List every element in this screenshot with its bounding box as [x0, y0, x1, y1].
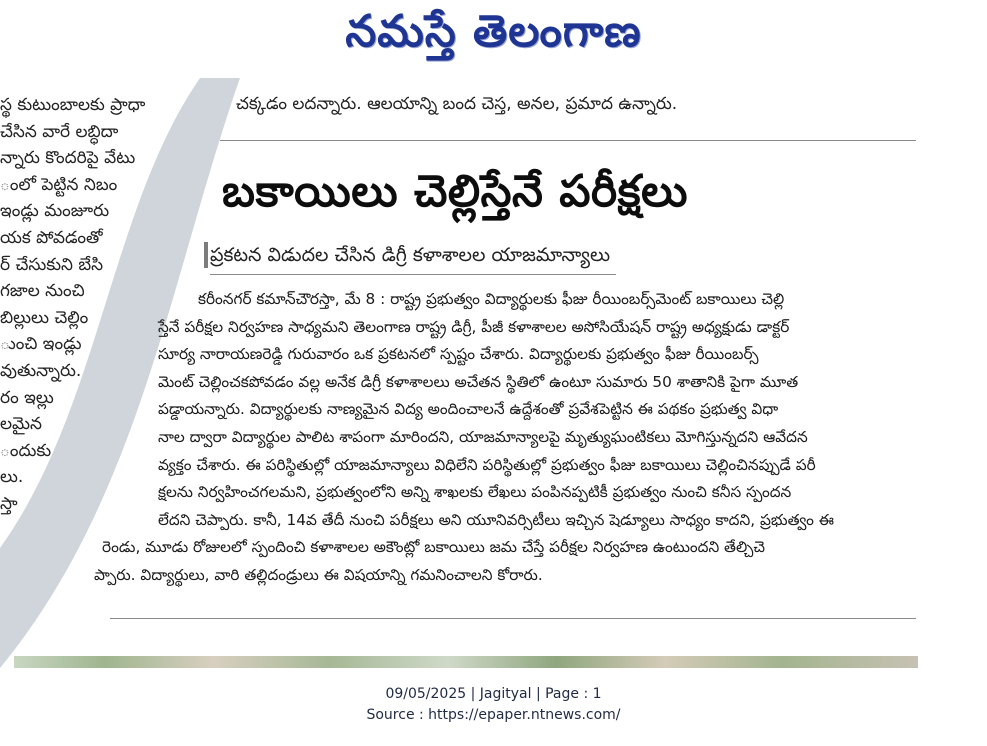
article-line: కరీంనగర్ కమాన్‌చౌరస్తా, మే 8 : రాష్ట్ర ప్రభుత్వం విద్యార్థులకు ఫీజు రీయింబర్స్‌మెంట్ బకాయిలు చెల్లి: [198, 290, 785, 308]
left-column-line: వుతున్నారు.: [0, 360, 82, 381]
newspaper-logo: నమస్తే తెలంగాణ: [345, 6, 642, 57]
article-line: ప్పారు. విద్యార్థులు, వారి తల్లిదండ్రులు ఈ విషయాన్ని గమనించాలని కోరారు.: [94, 565, 543, 584]
footer-edition-info: 09/05/2025 | Jagityal | Page : 1: [385, 686, 602, 702]
left-column-line: స్థ కుటుంబాలకు ప్రాధా: [0, 95, 146, 115]
article-line: రెండు, మూడు రోజులలో స్పందించి కళాశాలల అకౌంట్లో బకాయిలు జమ చేస్తే పరీక్షల నిర్వహణ ఉంటుందని తేల్చిచె: [102, 538, 765, 557]
photo-strip: [14, 656, 918, 668]
article-line: వ్యక్తం చేశారు. ఈ పరిస్థితుల్లో యాజమాన్యాలు విధిలేని పరిస్థితుల్లో ప్రభుత్వం ఫీజు బకాయిలు చెల్లించినప్పుడే పరీ: [158, 455, 816, 474]
article-line: క్షలను నిర్వహించగలమని, ప్రభుత్వంలోని అన్ని శాఖలకు లేఖలు పంపినప్పటికీ ప్రభుత్వం నుంచి కనీస స్పందన: [158, 483, 792, 502]
article-subheadline: ప్రకటన విడుదల చేసిన డిగ్రీ కళాశాలల యాజమాన్యాలు: [210, 244, 616, 275]
subheadline-bar: [204, 242, 208, 268]
left-column-line: యక పోవడంతో: [0, 227, 103, 248]
left-column-line: బిల్లులు చెల్లిం: [0, 307, 89, 328]
left-column-line: ర్ చేసుకుని బేసి: [0, 254, 103, 275]
left-column-line: న్నారు కొందరిపై వేటు: [0, 148, 136, 169]
previous-article-tail: చక్కడం లదన్నారు. ఆలయాన్ని బంద చెస్త, అనల, ప్రమాద ఉన్నారు.: [236, 94, 678, 114]
masthead: [0, 0, 987, 76]
left-column-line: ంలో పెట్టిన నిబం: [0, 174, 118, 195]
left-column-line: లమైన: [0, 414, 42, 435]
article-body: [94, 286, 920, 590]
article-line: స్తేనే పరీక్షల నిర్వహణ సాధ్యమని తెలంగాణ రాష్ట్ర డిగ్రీ, పీజీ కళాశాలల అసోసియేషన్ రాష్ట్ర అధ్యక్షుడు డాక్టర్: [158, 317, 790, 336]
newspaper-clipping: [0, 78, 920, 668]
left-column-line: ుంచి ఇండ్లు: [0, 334, 82, 355]
footer-source-link[interactable]: Source : https://epaper.ntnews.com/: [366, 707, 621, 723]
bottom-divider: [110, 618, 916, 619]
left-column-line: చేసిన వారే లబ్ధిదా: [0, 121, 119, 142]
footer: [0, 684, 987, 726]
left-column-line: ందుకు: [0, 440, 52, 461]
left-column-line: గజాల నుంచి: [0, 281, 85, 302]
top-divider: [220, 140, 916, 141]
article-line: లేదని చెప్పారు. కానీ, 14వ తేదీ నుంచి పరీక్షలు అని యూనివర్సిటీలు ఇచ్చిన షెడ్యూలు సాధ్యం కాదని, ప్రభుత్వం ఈ: [158, 510, 834, 529]
article-line: పడ్డాయన్నారు. విద్యార్థులకు నాణ్యమైన విద్య అందించాలనే ఉద్దేశంతో ప్రవేశపెట్టిన ఈ పథకం ప్రభుత్వ విధా: [158, 400, 779, 419]
left-column-line: ఇండ్లు మంజూరు: [0, 201, 110, 222]
left-column-line: స్తా: [0, 493, 18, 514]
left-column-line: రం ఇల్లు: [0, 387, 54, 408]
article-line: మెంట్ చెల్లించకపోవడం వల్ల అనేక డిగ్రీ కళాశాలలు అచేతన స్థితిలో ఉంటూ సుమారు 50 శాతానికి పైగా మూత: [158, 372, 799, 391]
left-column-line: లు.: [0, 467, 24, 488]
article-headline: బకాయిలు చెల్లిస్తేనే పరీక్షలు: [222, 166, 689, 217]
article-line: సూర్య నారాయణరెడ్డి గురువారం ఒక ప్రకటనలో స్పష్టం చేశారు. విద్యార్థులకు ప్రభుత్వం ఫీజు రీయింబర్స్: [158, 345, 759, 364]
article-line: నాల ద్వారా విద్యార్థుల పాలిట శాపంగా మారిందని, యాజమాన్యాలపై మృత్యుఘంటికలు మోగిస్తున్నదని ఆవేదన: [158, 427, 808, 446]
